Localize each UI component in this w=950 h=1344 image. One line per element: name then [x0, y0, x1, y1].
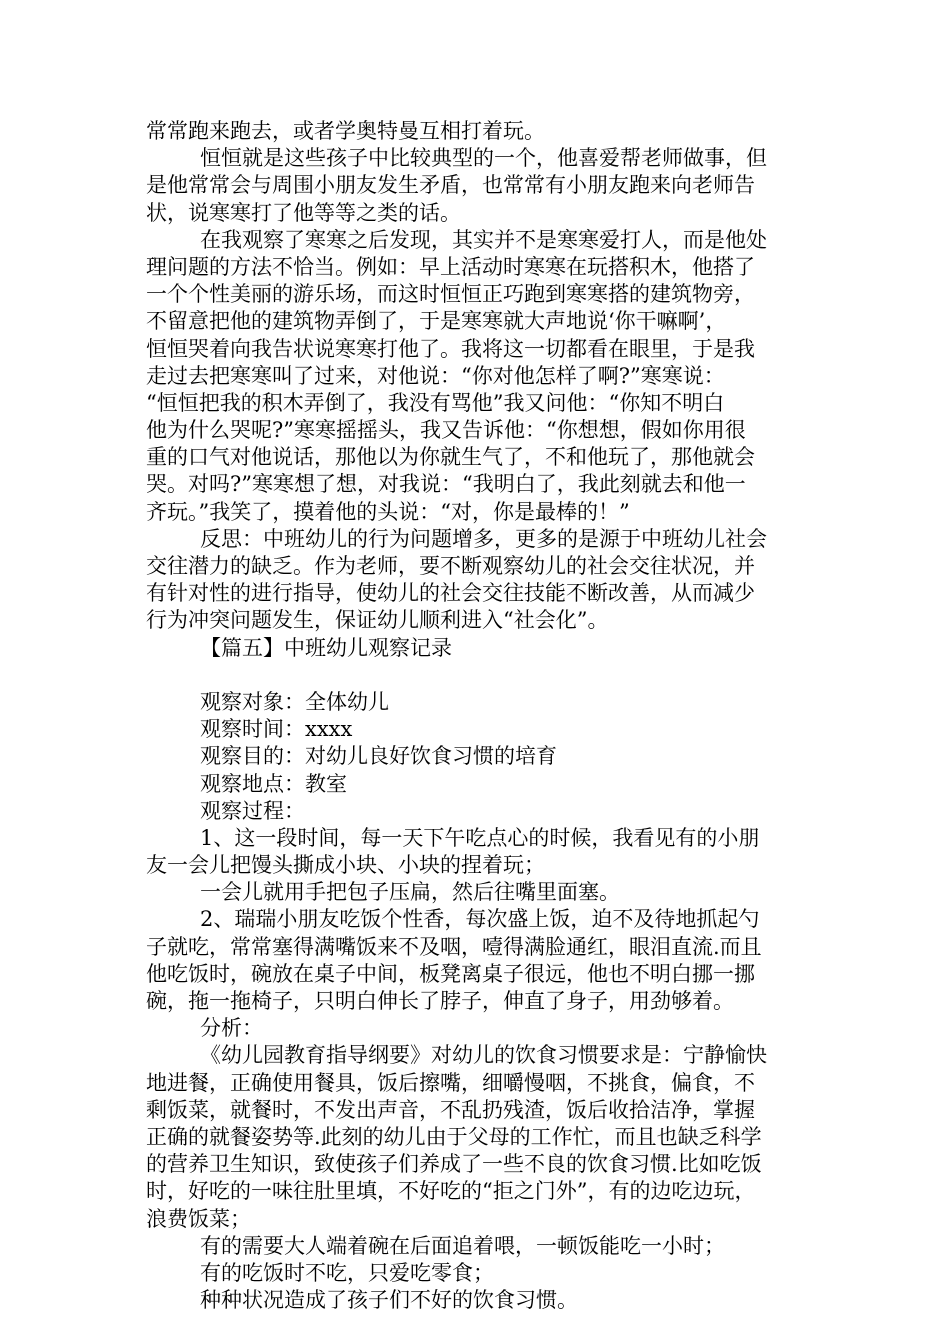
text-line: 友一会儿把馒头撕成小块、小块的捏着玩；: [146, 853, 545, 878]
text-line: 种种状况造成了孩子们不好的饮食习惯。: [200, 1288, 578, 1313]
text-line: 的营养卫生知识，致使孩子们养成了一些不良的饮食习惯.比如吃饭: [146, 1152, 762, 1177]
text-line: 状，说寒寒打了他等等之类的话。: [146, 200, 461, 225]
text-line: 《幼儿园教育指导纲要》对幼儿的饮食习惯要求是：宁静愉快: [200, 1043, 767, 1068]
text-line: 他吃饭时，碗放在桌子中间，板凳离桌子很远，他也不明白挪一挪: [146, 961, 755, 986]
text-line: 交往潜力的缺乏。作为老师，要不断观察幼儿的社会交往状况，并: [146, 554, 755, 578]
text-line: 不留意把他的建筑物弄倒了，于是寒寒就大声地说‘你干嘛啊’，: [146, 309, 727, 334]
text-line: “恒恒把我的积木弄倒了，我没有骂他”我又问他：“你知不明白: [146, 390, 725, 415]
text-line: 有的需要大人端着碗在后面追着喂，一顿饭能吃一小时；: [200, 1233, 725, 1258]
text-line: 一会儿就用手把包子压扁，然后往嘴里面塞。: [200, 880, 620, 905]
text-line: 哭。对吗?”寒寒想了想，对我说：“我明白了，我此刻就去和他一: [146, 472, 746, 497]
text-line: 地进餐，正确使用餐具，饭后擦嘴，细嚼慢咽，不挑食，偏食，不: [146, 1070, 755, 1095]
text-line: 走过去把寒寒叫了过来，对他说：“你对他怎样了啊?”寒寒说：: [146, 363, 725, 388]
text-line: 重的口气对他说话，那他以为你就生气了，不和他玩了，那他就会: [146, 445, 755, 470]
text-line: 理问题的方法不恰当。例如：早上活动时寒寒在玩搭积木，他搭了: [146, 254, 755, 279]
text-line: 浪费饭菜；: [146, 1206, 251, 1231]
text-line: 子就吃，常常塞得满嘴饭来不及咽，噎得满脸通红，眼泪直流.而且: [146, 934, 762, 959]
text-line: 碗，拖一拖椅子，只明白伸长了脖子，伸直了身子，用劲够着。: [146, 989, 734, 1013]
text-line: 他为什么哭呢?”寒寒摇摇头，我又告诉他：“你想想，假如你用很: [146, 418, 746, 443]
text-line: 反思：中班幼儿的行为问题增多，更多的是源于中班幼儿社会: [200, 526, 767, 551]
text-line: 恒恒就是这些孩子中比较典型的一个，他喜爱帮老师做事，但: [200, 146, 767, 171]
text-line: 观察目的：对幼儿良好饮食习惯的培育: [200, 744, 557, 769]
text-line: 恒恒哭着向我告状说寒寒打他了。我将这一切都看在眼里，于是我: [146, 336, 755, 361]
text-line: 正确的就餐姿势等.此刻的幼儿由于父母的工作忙，而且也缺乏科学: [146, 1124, 762, 1149]
blank-line: [146, 662, 806, 689]
text-line: 常常跑来跑去，或者学奥特曼互相打着玩。: [146, 119, 545, 143]
text-line: 齐玩。”我笑了，摸着他的头说：“对，你是最棒的！”: [146, 499, 630, 524]
text-line: 【篇五】中班幼儿观察记录: [200, 635, 452, 660]
text-line: 行为冲突问题发生，保证幼儿顺利进入“社会化”。: [146, 608, 609, 633]
text-line: 观察对象：全体幼儿: [200, 689, 389, 714]
text-line: 有针对性的进行指导，使幼儿的社会交往技能不断改善，从而减少: [146, 581, 755, 606]
document-page: [146, 118, 806, 1314]
text-line: 观察时间：xxxx: [200, 717, 353, 742]
text-line: 剩饭菜，就餐时，不发出声音，不乱扔残渣，饭后收拾洁净，掌握: [146, 1097, 755, 1122]
text-line: 一个个性美丽的游乐场，而这时恒恒正巧跑到寒寒搭的建筑物旁，: [146, 282, 755, 307]
text-line: 观察过程：: [200, 798, 305, 823]
text-line: 分析：: [200, 1016, 263, 1041]
text-line: 2、瑞瑞小朋友吃饭个性香，每次盛上饭，迫不及待地抓起勺: [200, 907, 760, 932]
text-line: 1、这一段时间，每一天下午吃点心的时候，我看见有的小朋: [200, 825, 760, 850]
text-line: 是他常常会与周围小朋友发生矛盾，也常常有小朋友跑来向老师告: [146, 173, 755, 198]
text-line: 观察地点：教室: [200, 771, 347, 796]
text-line: 有的吃饭时不吃，只爱吃零食；: [200, 1260, 494, 1285]
text-line: 在我观察了寒寒之后发现，其实并不是寒寒爱打人，而是他处: [200, 227, 767, 252]
text-line: 时，好吃的一味往肚里填，不好吃的“拒之门外”，有的边吃边玩，: [146, 1179, 756, 1204]
